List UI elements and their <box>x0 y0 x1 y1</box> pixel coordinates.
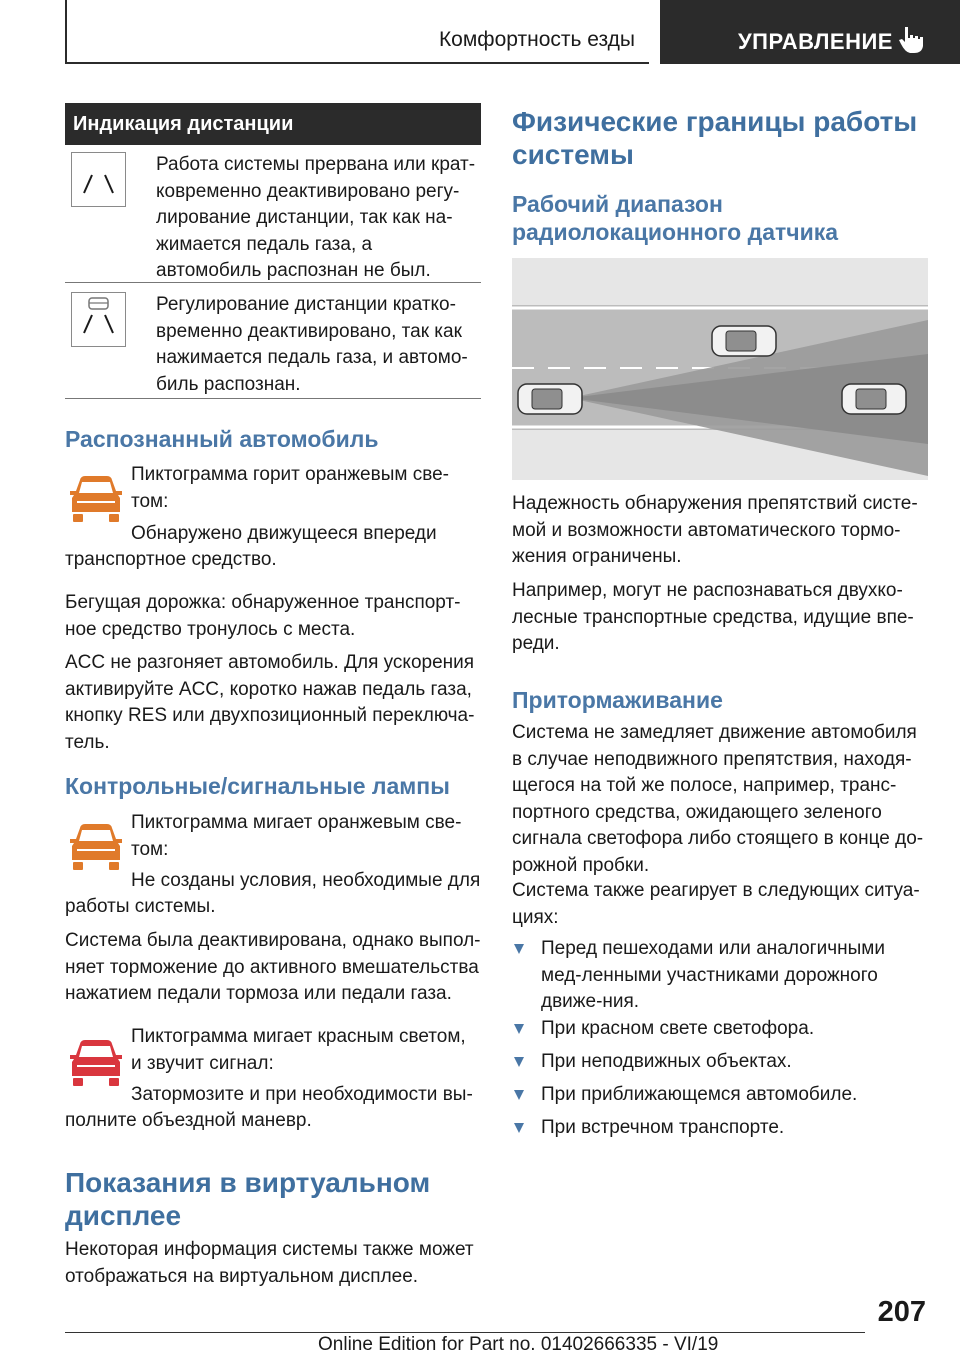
lamps-red-text: Пиктограмма мигает красным светом, и звучит сигнал: <box>131 1026 466 1074</box>
table-divider <box>65 282 481 283</box>
recognized-icon-cont2: транспортное средство. <box>65 549 277 570</box>
bullet-icon <box>514 1123 524 1133</box>
table-header <box>65 103 481 145</box>
braking-heading: Притормаживание <box>512 687 723 713</box>
page-number: 207 <box>877 1296 926 1328</box>
list-item: Перед пешеходами или аналогичными мед-ленными участниками дорожного движе-ния. <box>541 938 885 1012</box>
list-item: При встречном транспорте. <box>541 1117 785 1138</box>
limits-p1: Надежность обнаружения препятствий систе-мой и возможности автоматического тормо-жения ограничены. <box>512 493 918 567</box>
list-item: При неподвижных объектах. <box>541 1051 792 1072</box>
virtual-heading: Показания в виртуальном дисплее <box>65 1167 431 1231</box>
lamps-orange-cont: Не созданы условия, необходимые для <box>131 870 481 891</box>
table-divider <box>65 398 481 399</box>
radar-range-illustration <box>512 258 928 480</box>
footer-divider <box>65 1332 865 1333</box>
recognized-icon-text: Пиктограмма горит оранжевым све-том: <box>131 464 449 512</box>
recognized-icon-cont: Обнаружено движущееся впереди <box>131 523 437 544</box>
footer-edition: Online Edition for Part no. 01402666335 - VI/19 <box>318 1334 719 1355</box>
limits-subheading: Рабочий диапазон радиолокационного датчика <box>512 191 839 245</box>
braking-p1: Система не замедляет движение автомобиля в случае неподвижного препятствия, находя-щегося на той же полосе, например, транс-портного средства, ожидающего зеленого сигнала светофора либо стоящего в конце до-рожной пробки. <box>512 722 924 876</box>
bullet-icon <box>514 1090 524 1100</box>
section-tab[interactable] <box>660 0 960 64</box>
car-red-icon <box>67 1038 125 1088</box>
car-orange-icon <box>67 474 125 524</box>
lamps-orange-text: Пиктограмма мигает оранжевым све-том: <box>131 812 462 860</box>
section-label: УПРАВЛЕНИЕ <box>738 29 893 54</box>
table-heading: Индикация дистанции <box>73 113 294 135</box>
list-item: При приближающемся автомобиле. <box>541 1084 858 1105</box>
recognized-heading: Распознанный автомобиль <box>65 426 379 452</box>
braking-p2: Система также реагирует в следующих ситуа-циях: <box>512 880 920 928</box>
lamps-orange-cont2: работы системы. <box>65 896 216 917</box>
table-row-text: Регулирование дистанции кратко-временно деактивировано, так как нажимается педаль газа, и автомо-биль распознан. <box>156 294 468 395</box>
bullet-icon <box>514 1057 524 1067</box>
chapter-title: Комфортность езды <box>438 28 635 51</box>
lamps-red-cont: Затормозите и при необходимости вы- <box>131 1084 473 1105</box>
virtual-p1: Некоторая информация системы также может отображаться на виртуальном дисплее. <box>65 1239 474 1287</box>
lamps-red-cont2: полните объездной маневр. <box>65 1110 312 1131</box>
bullet-icon <box>514 944 524 954</box>
lamps-p1: Система была деактивирована, однако выпол-няет торможение до активного вмешательства нажатием педали тормоза или педали газа. <box>65 930 481 1004</box>
bullet-icon <box>514 1024 524 1034</box>
own-car <box>518 384 582 414</box>
limits-p2: Например, могут не распознаваться двухко-лесные транспортные средства, идущие впе-реди. <box>512 580 914 654</box>
table-row-text: Работа системы прервана или крат-ковременно деактивировано регу-лирование дистанции, так как на-жимается педаль газа, а автомобиль распознан не был. <box>156 154 476 281</box>
lane-lines-car-icon <box>71 292 126 347</box>
limits-heading: Физические границы работы системы <box>512 106 918 170</box>
car-ahead-same-lane <box>842 384 906 414</box>
lamps-heading: Контрольные/сигнальные лампы <box>65 773 450 799</box>
car-ahead-left-lane <box>712 326 776 356</box>
recognized-p2: ACC не разгоняет автомобиль. Для ускорения активируйте ACC, коротко нажав педаль газа, кнопку RES или двухпозиционный переключа-тель. <box>65 652 475 753</box>
hand-pointer-icon <box>898 24 924 54</box>
recognized-p1: Бегущая дорожка: обнаруженное транспорт-ное средство тронулось с места. <box>65 592 461 640</box>
list-item: При красном свете светофора. <box>541 1018 815 1039</box>
lane-lines-icon <box>71 152 126 207</box>
car-orange-icon <box>67 822 125 872</box>
